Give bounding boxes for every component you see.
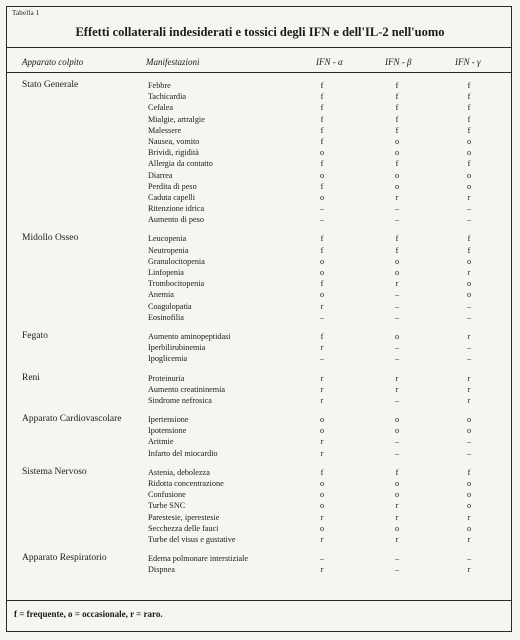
ifn-alpha-cell: o (319, 479, 325, 488)
ifn-beta-cell: o (394, 331, 400, 341)
ifn-gamma-cell: o (466, 148, 472, 158)
table-row (0, 500, 520, 511)
manifestation-cell: Aumento creatininemia (148, 384, 226, 394)
manifestation-cell: Parestesie, iperestesie (148, 512, 220, 522)
organ-section (0, 553, 520, 575)
manifestation-cell: Ipertensione (148, 415, 189, 425)
table-title: Effetti collaterali indesiderati e tossici degli IFN e dell'IL-2 nell'uomo (75, 25, 445, 39)
ifn-alpha-cell: – (319, 215, 325, 225)
ifn-alpha-cell: – (319, 312, 325, 322)
table-row (0, 414, 520, 425)
table-row (0, 353, 520, 364)
organ-label: Apparato Cardiovascolare (22, 414, 122, 425)
ifn-alpha-cell: f (320, 467, 324, 477)
manifestation-cell: Aumento aminopeptidasi (148, 331, 231, 341)
ifn-alpha-cell: o (319, 170, 325, 180)
ifn-beta-cell: – (394, 554, 400, 564)
ifn-beta-cell: o (394, 426, 400, 436)
ifn-beta-cell: o (394, 490, 400, 500)
manifestation-cell: Ridotta concentrazione (148, 479, 224, 488)
ifn-gamma-cell: r (467, 565, 471, 575)
ifn-gamma-cell: – (466, 554, 472, 564)
table-row (0, 553, 520, 564)
ifn-gamma-cell: o (466, 479, 472, 488)
ifn-alpha-cell: r (320, 437, 324, 447)
table-row (0, 102, 520, 113)
manifestation-cell: Turbe SNC (148, 501, 186, 511)
organ-label: Midollo Osseo (22, 233, 79, 244)
ifn-alpha-cell: f (320, 159, 324, 169)
ifn-gamma-cell: o (466, 415, 472, 425)
ifn-alpha-cell: o (319, 148, 325, 158)
organ-section (0, 331, 520, 365)
ifn-beta-cell: – (394, 565, 400, 575)
ifn-gamma-cell: r (467, 384, 471, 394)
ifn-alpha-cell: o (319, 268, 325, 277)
ifn-alpha-cell: o (319, 426, 325, 436)
ifn-gamma-cell: o (466, 426, 472, 436)
ifn-alpha-cell: r (320, 565, 324, 575)
table-row (0, 267, 520, 278)
manifestation-cell: Leucopenia (148, 234, 187, 244)
ifn-gamma-cell: f (467, 159, 471, 169)
table-row (0, 448, 520, 459)
manifestation-cell: Malessere (148, 125, 182, 135)
ifn-gamma-cell: – (466, 215, 472, 225)
organ-section (0, 414, 520, 459)
ifn-alpha-cell: r (320, 384, 324, 394)
ifn-beta-cell: – (394, 448, 400, 458)
manifestation-cell: Allergia da contatto (148, 159, 213, 169)
ifn-gamma-cell: – (466, 448, 472, 458)
table-row (0, 331, 520, 342)
ifn-beta-cell: – (394, 343, 400, 353)
table-row (0, 125, 520, 136)
manifestation-cell: Trombocitopenia (148, 279, 205, 289)
ifn-gamma-cell: f (467, 234, 471, 244)
manifestation-cell: Sindrome nefrosica (148, 395, 212, 405)
manifestation-cell: Iperbilirubinemia (148, 343, 206, 353)
ifn-beta-cell: r (395, 512, 399, 522)
manifestation-cell: Dispnea (148, 565, 175, 575)
ifn-alpha-cell: f (320, 331, 324, 341)
legend-footnote: f = frequente, o = occasionale, r = raro. (14, 609, 163, 619)
header-top-rule (7, 47, 511, 48)
ifn-beta-cell: – (394, 354, 400, 364)
manifestation-cell: Cefalea (148, 103, 173, 113)
manifestation-cell: Confusione (148, 490, 186, 500)
ifn-gamma-cell: o (466, 490, 472, 500)
table-row (0, 158, 520, 169)
table-row (0, 136, 520, 147)
ifn-gamma-cell: f (467, 92, 471, 102)
table-row (0, 233, 520, 244)
ifn-beta-cell: – (394, 301, 400, 311)
manifestation-cell: Febbre (148, 81, 171, 90)
ifn-alpha-cell: f (320, 234, 324, 244)
ifn-gamma-cell: – (466, 354, 472, 364)
ifn-alpha-cell: f (320, 125, 324, 135)
table-row (0, 384, 520, 395)
ifn-beta-cell: – (394, 215, 400, 225)
table-row (0, 523, 520, 534)
organ-label: Stato Generale (22, 80, 79, 90)
ifn-alpha-cell: r (320, 448, 324, 458)
ifn-gamma-cell: – (466, 204, 472, 214)
ifn-beta-cell: – (394, 395, 400, 405)
manifestation-cell: Diarrea (148, 170, 173, 180)
manifestation-cell: Infarto del miocardio (148, 448, 218, 458)
ifn-beta-cell: r (395, 501, 399, 511)
ifn-beta-cell: f (395, 81, 399, 90)
ifn-gamma-cell: r (467, 395, 471, 405)
ifn-alpha-cell: – (319, 554, 325, 564)
table-row (0, 203, 520, 214)
manifestation-cell: Aritmie (148, 437, 174, 447)
organ-label: Reni (22, 372, 40, 383)
ifn-beta-cell: o (394, 148, 400, 158)
ifn-gamma-cell: o (466, 170, 472, 180)
manifestation-cell: Astenia, debolezza (148, 467, 210, 477)
ifn-alpha-cell: f (320, 103, 324, 113)
manifestation-cell: Proteinuria (148, 373, 185, 383)
manifestation-cell: Nausea, vomito (148, 136, 200, 146)
manifestation-cell: Brividi, rigidità (148, 148, 199, 158)
table-row (0, 214, 520, 225)
ifn-gamma-cell: f (467, 125, 471, 135)
ifn-gamma-cell: r (467, 534, 471, 544)
manifestation-cell: Ipoglicemia (148, 354, 188, 364)
ifn-gamma-cell: o (466, 290, 472, 300)
header-bottom-rule (7, 72, 511, 73)
table-row (0, 114, 520, 125)
ifn-beta-cell: – (394, 204, 400, 214)
manifestation-cell: Caduta capelli (148, 192, 196, 202)
table-row (0, 478, 520, 489)
header-manifestations: Manifestazioni (146, 57, 200, 67)
table-row (0, 436, 520, 447)
table-row (0, 80, 520, 91)
table-row (0, 278, 520, 289)
manifestation-cell: Secchezza delle fauci (148, 523, 219, 533)
organ-section (0, 373, 520, 407)
ifn-alpha-cell: r (320, 343, 324, 353)
table-row (0, 192, 520, 203)
ifn-alpha-cell: o (319, 523, 325, 533)
table-row (0, 564, 520, 575)
ifn-beta-cell: f (395, 103, 399, 113)
ifn-gamma-cell: f (467, 467, 471, 477)
ifn-gamma-cell: o (466, 279, 472, 289)
manifestation-cell: Turbe del visus e gustative (148, 534, 236, 544)
ifn-beta-cell: f (395, 114, 399, 124)
ifn-beta-cell: – (394, 312, 400, 322)
ifn-alpha-cell: r (320, 301, 324, 311)
ifn-alpha-cell: f (320, 114, 324, 124)
ifn-beta-cell: f (395, 159, 399, 169)
ifn-gamma-cell: f (467, 114, 471, 124)
ifn-beta-cell: o (394, 181, 400, 191)
ifn-alpha-cell: f (320, 245, 324, 255)
ifn-beta-cell: o (394, 170, 400, 180)
organ-label: Apparato Respiratorio (22, 553, 107, 564)
ifn-alpha-cell: f (320, 279, 324, 289)
ifn-beta-cell: o (394, 415, 400, 425)
header-ifn-alpha: IFN - α (316, 57, 343, 67)
ifn-alpha-cell: r (320, 512, 324, 522)
ifn-beta-cell: – (394, 437, 400, 447)
table-row (0, 289, 520, 300)
manifestation-cell: Anemia (148, 290, 174, 300)
ifn-gamma-cell: – (466, 312, 472, 322)
ifn-beta-cell: r (395, 279, 399, 289)
ifn-alpha-cell: r (320, 373, 324, 383)
footer-rule (7, 600, 511, 601)
ifn-alpha-cell: – (319, 204, 325, 214)
table-row (0, 534, 520, 545)
manifestation-cell: Granulocitopenia (148, 256, 205, 266)
ifn-alpha-cell: r (320, 395, 324, 405)
ifn-beta-cell: – (394, 290, 400, 300)
ifn-alpha-cell: o (319, 290, 325, 300)
ifn-alpha-cell: o (319, 490, 325, 500)
manifestation-cell: Coagulopatia (148, 301, 192, 311)
organ-label: Fegato (22, 330, 48, 341)
ifn-alpha-cell: f (320, 92, 324, 102)
ifn-beta-cell: r (395, 384, 399, 394)
ifn-gamma-cell: f (467, 245, 471, 255)
ifn-beta-cell: r (395, 373, 399, 383)
ifn-gamma-cell: f (467, 103, 471, 113)
ifn-alpha-cell: o (319, 256, 325, 266)
ifn-gamma-cell: o (466, 523, 472, 533)
ifn-beta-cell: o (394, 256, 400, 266)
organ-label: Sistema Nervoso (22, 466, 87, 477)
ifn-gamma-cell: r (467, 512, 471, 522)
manifestation-cell: Ritenzione idrica (148, 204, 205, 214)
ifn-beta-cell: f (395, 125, 399, 135)
ifn-gamma-cell: o (466, 136, 472, 146)
ifn-beta-cell: o (394, 136, 400, 146)
manifestation-cell: Mialgie, artralgie (148, 114, 205, 124)
ifn-beta-cell: r (395, 534, 399, 544)
ifn-alpha-cell: – (319, 354, 325, 364)
ifn-beta-cell: r (395, 192, 399, 202)
manifestation-cell: Linfopenia (148, 268, 184, 277)
ifn-alpha-cell: r (320, 534, 324, 544)
ifn-gamma-cell: – (466, 301, 472, 311)
table-row (0, 467, 520, 478)
ifn-gamma-cell: – (466, 343, 472, 353)
table-row (0, 425, 520, 436)
table-row (0, 256, 520, 267)
ifn-gamma-cell: r (467, 268, 471, 277)
manifestation-cell: Aumento di peso (148, 215, 204, 225)
manifestation-cell: Tachicardia (148, 92, 187, 102)
ifn-beta-cell: o (394, 268, 400, 277)
ifn-gamma-cell: r (467, 373, 471, 383)
table-number: Tabella 1 (12, 9, 40, 17)
ifn-beta-cell: f (395, 467, 399, 477)
manifestation-cell: Ipotensione (148, 426, 187, 436)
ifn-alpha-cell: o (319, 192, 325, 202)
header-ifn-gamma: IFN - γ (455, 57, 481, 67)
ifn-gamma-cell: r (467, 192, 471, 202)
organ-section (0, 80, 520, 225)
ifn-alpha-cell: f (320, 181, 324, 191)
table-row (0, 395, 520, 406)
ifn-gamma-cell: – (466, 437, 472, 447)
ifn-gamma-cell: o (466, 181, 472, 191)
table-row (0, 170, 520, 181)
table-row (0, 245, 520, 256)
header-ifn-beta: IFN - β (385, 57, 412, 67)
header-organ: Apparato colpito (22, 57, 84, 67)
ifn-alpha-cell: o (319, 415, 325, 425)
manifestation-cell: Edema polmonare interstiziale (148, 554, 249, 564)
ifn-beta-cell: f (395, 245, 399, 255)
table-row (0, 342, 520, 353)
table-row (0, 181, 520, 192)
table-row (0, 147, 520, 158)
manifestation-cell: Eosinofilia (148, 312, 184, 322)
ifn-alpha-cell: o (319, 501, 325, 511)
table-row (0, 373, 520, 384)
table-row (0, 489, 520, 500)
ifn-gamma-cell: o (466, 256, 472, 266)
ifn-beta-cell: f (395, 234, 399, 244)
table-row (0, 512, 520, 523)
ifn-alpha-cell: f (320, 81, 324, 90)
ifn-beta-cell: o (394, 523, 400, 533)
manifestation-cell: Perdita di peso (148, 181, 197, 191)
organ-section (0, 467, 520, 545)
table-row (0, 312, 520, 323)
organ-section (0, 233, 520, 323)
ifn-beta-cell: o (394, 479, 400, 488)
ifn-alpha-cell: f (320, 136, 324, 146)
table-row (0, 301, 520, 312)
ifn-gamma-cell: o (466, 501, 472, 511)
ifn-beta-cell: f (395, 92, 399, 102)
ifn-gamma-cell: r (467, 331, 471, 341)
table-body (0, 80, 520, 576)
manifestation-cell: Neutropenia (148, 245, 189, 255)
ifn-gamma-cell: f (467, 81, 471, 90)
table-row (0, 91, 520, 102)
